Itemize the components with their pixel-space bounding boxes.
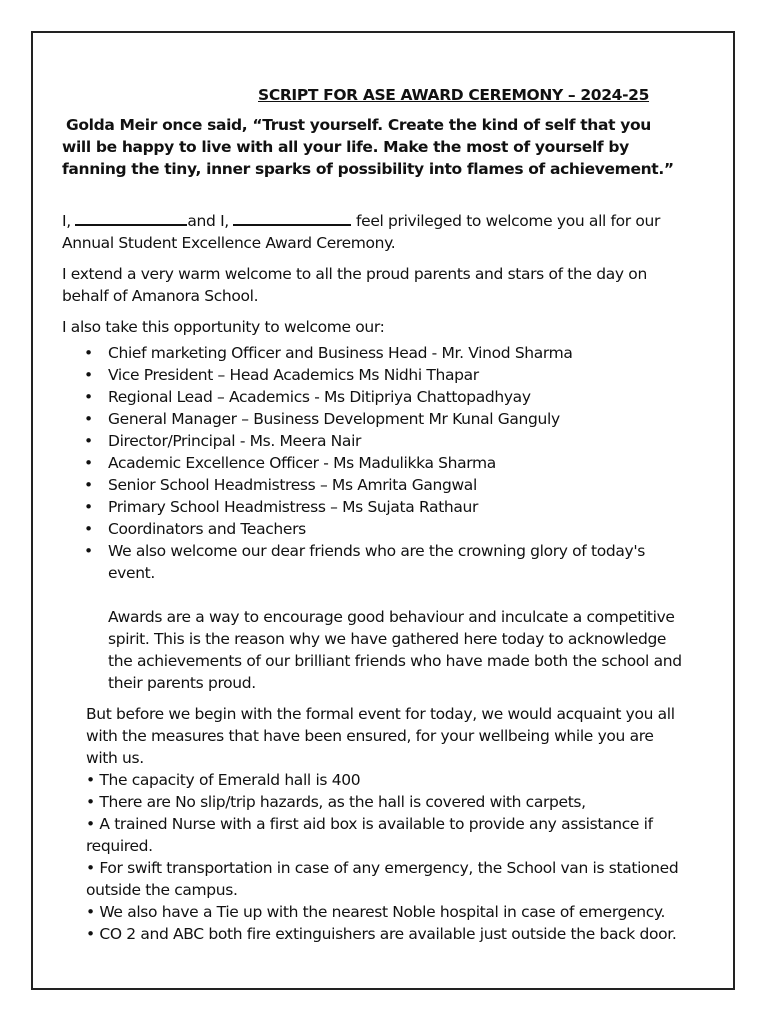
measure-item: • There are No slip/trip hazards, as the hall is covered with carpets,: [86, 793, 586, 811]
measure-item: • CO 2 and ABC both fire extinguishers are available just outside the back door.: [86, 925, 677, 943]
measure-item: • A trained Nurse with a first aid box is available to provide any assistance if required.: [86, 815, 653, 855]
document-title: SCRIPT FOR ASE AWARD CEREMONY – 2024-25: [258, 86, 650, 104]
guest-list-item: • Vice President – Head Academics Ms Nidhi Thapar: [84, 364, 682, 386]
guest-list-item: • Primary School Headmistress – Ms Sujata Rathaur: [84, 496, 682, 518]
intro-part-2: and I,: [187, 212, 234, 230]
guest-list-item: • Coordinators and Teachers: [84, 518, 682, 540]
opportunity-paragraph: I also take this opportunity to welcome our:: [62, 318, 385, 336]
guest-list-item: • Academic Excellence Officer - Ms Madulikka Sharma: [84, 452, 682, 474]
intro-part-3: feel privileged to welcome you all for our Annual Student Excellence Award Ceremony.: [62, 212, 661, 252]
opening-quote: Golda Meir once said, “Trust yourself. Create the kind of self that you will be happy to live with all your life. Make the most of yourself by fanning the tiny, inner sparks of possibility into flames of achievement.”: [62, 116, 674, 178]
guest-list: [62, 342, 682, 584]
guest-list-item: • Senior School Headmistress – Ms Amrita Gangwal: [84, 474, 682, 496]
guest-list-item: • We also welcome our dear friends who are the crowning glory of today's event.: [84, 540, 682, 584]
guest-list-item: • Director/Principal - Ms. Meera Nair: [84, 430, 682, 452]
name-blank-1[interactable]: [75, 211, 187, 226]
measure-item: • We also have a Tie up with the nearest Noble hospital in case of emergency.: [86, 903, 666, 921]
intro-paragraph: [62, 210, 682, 254]
formal-event-paragraph: But before we begin with the formal event for today, we would acquaint you all with the measures that have been ensured, for your wellbeing while you are with us.: [86, 705, 675, 767]
welcome-paragraph: I extend a very warm welcome to all the proud parents and stars of the day on behalf of Amanora School.: [62, 265, 647, 305]
guest-list-item: • General Manager – Business Development Mr Kunal Ganguly: [84, 408, 682, 430]
guest-list-item: • Chief marketing Officer and Business Head - Mr. Vinod Sharma: [84, 342, 682, 364]
awards-paragraph: Awards are a way to encourage good behaviour and inculcate a competitive spirit. This is the reason why we have gathered here today to acknowledge the achievements of our brilliant friends who have made both the school and their parents proud.: [108, 608, 682, 692]
measure-item: • The capacity of Emerald hall is 400: [86, 771, 361, 789]
safety-measures: [62, 769, 682, 945]
intro-part-1: I,: [62, 212, 76, 230]
guest-list-item: • Regional Lead – Academics - Ms Ditipriya Chattopadhyay: [84, 386, 682, 408]
document-body: [62, 84, 682, 945]
measure-item: • For swift transportation in case of any emergency, the School van is stationed outside the campus.: [86, 859, 679, 899]
name-blank-2[interactable]: [233, 211, 351, 226]
